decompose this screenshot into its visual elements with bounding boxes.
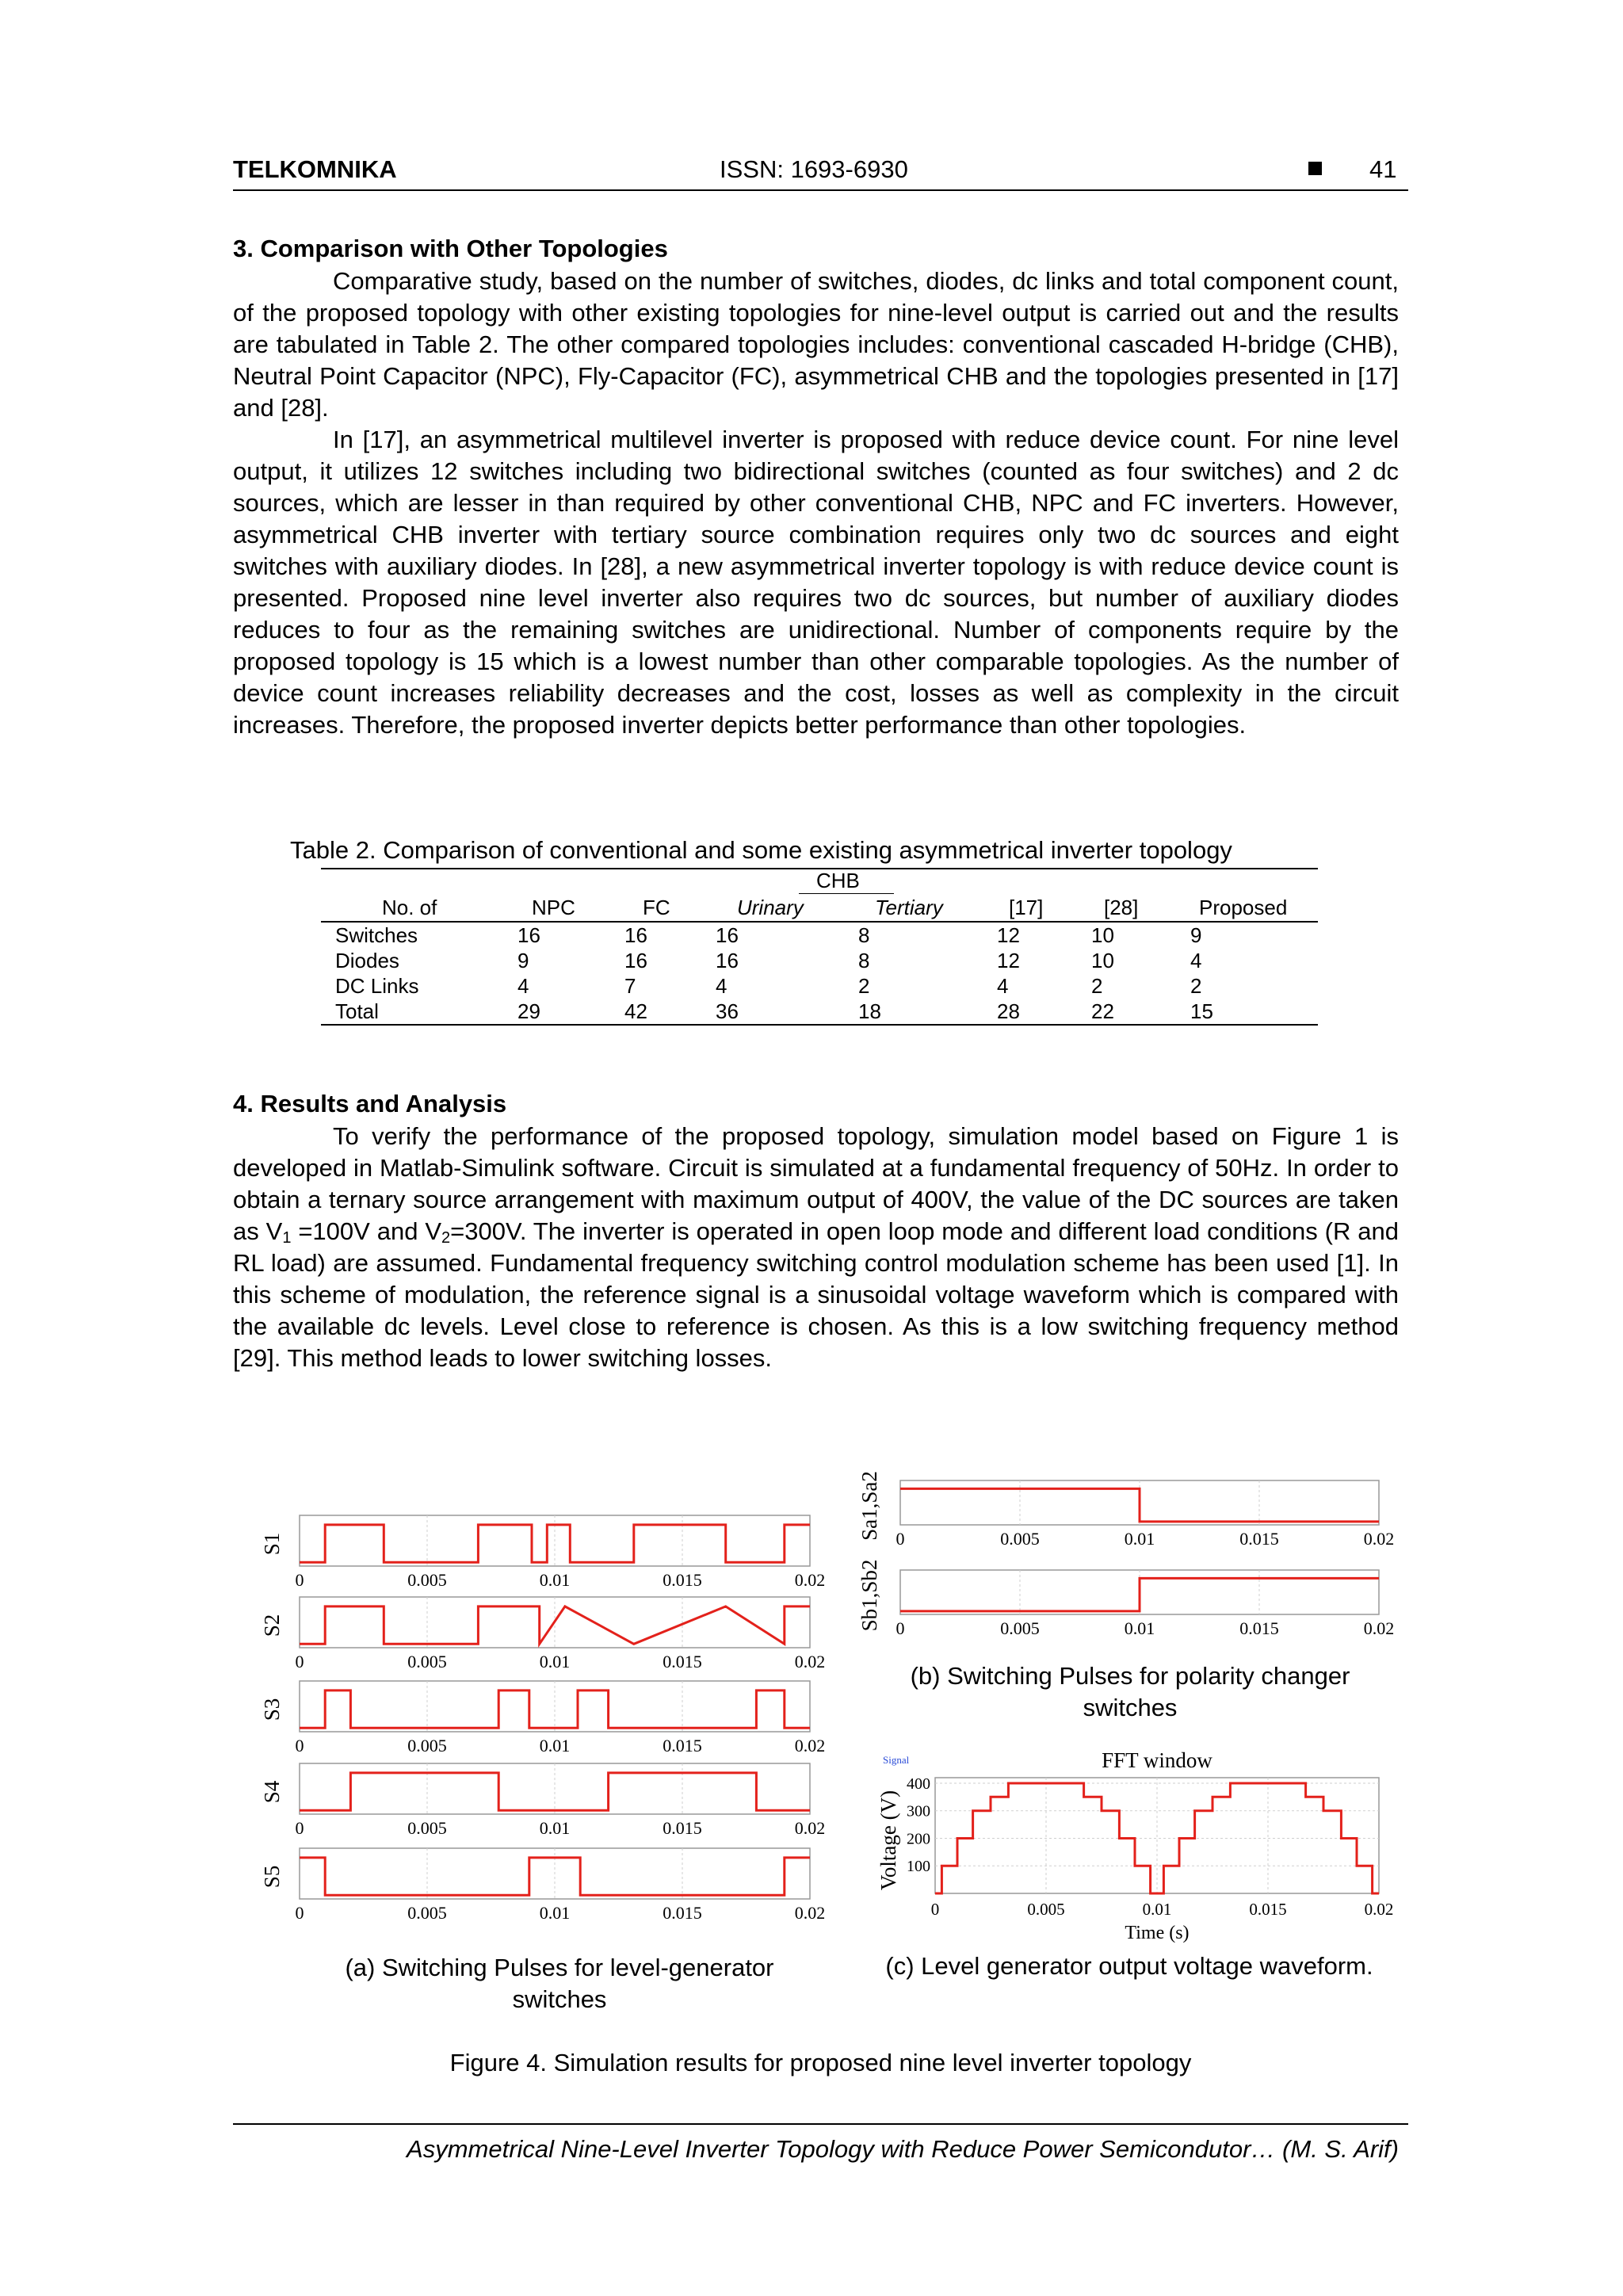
x-tick-label: 0.015	[663, 1903, 702, 1923]
section-4-text-c: =300V. The inverter is operated in open loop mode and different load conditions (R and RL load) are assumed. Fundamental frequency switching control modulation scheme has been used [1]. In this scheme of modulation, the reference signal is a sinusoidal voltage waveform which is compared with the available dc levels. Level close to reference is chosen. As this is a low switching frequency method [29]. This method leads to lower switching losses.	[233, 1217, 1399, 1372]
table-cell: Switches	[335, 923, 418, 947]
chart-title: FFT window	[1102, 1748, 1212, 1772]
footer-citation: Asymmetrical Nine-Level Inverter Topology with Reduce Power Semicondutor… (M. S. Arif)	[407, 2135, 1399, 2163]
x-tick-label: 0.015	[1239, 1529, 1279, 1549]
table-cell: 4	[1190, 949, 1202, 972]
table-col-header: Urinary	[737, 896, 804, 919]
x-tick-label: 0.005	[1000, 1529, 1040, 1549]
figure-4b-caption: (b) Switching Pulses for polarity changer switches	[910, 1662, 1350, 1721]
y-axis-label: Sa1,Sa2	[857, 1471, 881, 1541]
x-tick-label: 0	[295, 1818, 304, 1838]
x-tick-label: 0.005	[407, 1818, 447, 1838]
x-tick-label: 0.02	[794, 1736, 826, 1755]
x-tick-label: 0	[896, 1529, 905, 1549]
table-cell: 7	[624, 974, 636, 998]
table-col-header: [17]	[1009, 896, 1044, 919]
y-tick-label: 100	[907, 1858, 930, 1876]
x-tick-label: 0	[295, 1570, 304, 1590]
x-tick-label: 0.02	[794, 1570, 826, 1590]
table-cell: 42	[624, 999, 647, 1023]
table-cell: 29	[517, 999, 540, 1023]
x-tick-label: 0	[896, 1618, 905, 1638]
section-4-text-a: To verify the performance of the proposed topology, simulation model based on Figure 1 is developed in Matlab-Simulink software. Circuit is simulated at a fundamental frequency of 50Hz. In order to obtain a ternary source arrangement with maximum output of 400V, the value of the DC sources are taken as V	[233, 1122, 1399, 1245]
table-cell: 9	[1190, 923, 1202, 947]
y-axis-label: Sb1,Sb2	[857, 1559, 881, 1632]
table-2-caption: Table 2. Comparison of conventional and some existing asymmetrical inverter topology	[290, 836, 1232, 864]
section-3-paragraph-2: In [17], an asymmetrical multilevel inverter is proposed with reduce device count. For nine level output, it utilizes 12 switches including two bidirectional switches (counted as four switches) and 2 dc sources, which are lesser in than required by other conventional CHB, NPC and FC inverters. However, asymmetrical CHB inverter with tertiary source combination requires only two dc sources and eight switches with auxiliary diodes. In [28], a new asymmetrical inverter topology is with reduce device count is presented. Proposed nine level inverter also requires two dc sources, but number of auxiliary diodes reduces to four as the remaining switches are unidirectional. Number of components require by the proposed topology is 15 which is a lowest number than other comparable topologies. As the number of device count increases reliability decreases and the cost, losses as well as complexity in the circuit increases. Therefore, the proposed inverter depicts better performance than other topologies.	[233, 426, 1399, 739]
y-axis-label: S3	[260, 1698, 284, 1721]
table-cell: 10	[1091, 949, 1114, 972]
table-col-header: FC	[643, 896, 670, 919]
x-tick-label: 0.01	[539, 1570, 571, 1590]
legend-label: Signal	[883, 1754, 910, 1766]
table-cell: 10	[1091, 923, 1114, 947]
table-cell: DC Links	[335, 974, 419, 998]
journal-name: TELKOMNIKA	[233, 155, 397, 183]
x-tick-label: 0.02	[794, 1818, 826, 1838]
x-tick-label: 0.005	[1000, 1618, 1040, 1638]
table-col-header: NPC	[532, 896, 575, 919]
y-axis-label: S2	[260, 1614, 284, 1637]
table-cell: 36	[716, 999, 739, 1023]
subscript-1: 1	[282, 1229, 292, 1247]
x-tick-label: 0.01	[539, 1903, 571, 1923]
table-cell: 12	[997, 949, 1020, 972]
table-cell: 9	[517, 949, 529, 972]
figure-4a-caption: (a) Switching Pulses for level-generator switches	[345, 1954, 774, 2013]
y-axis-label: S4	[260, 1780, 284, 1804]
table-col-header: [28]	[1104, 896, 1139, 919]
table-cell: 2	[858, 974, 870, 998]
x-tick-label: 0.02	[1364, 1900, 1394, 1919]
table-group-header: CHB	[816, 869, 860, 892]
x-tick-label: 0.015	[663, 1818, 702, 1838]
footer-rule	[233, 2123, 1408, 2125]
table-cell: 16	[716, 949, 739, 972]
table-cell: 8	[858, 923, 870, 947]
issn: ISSN: 1693-6930	[720, 155, 908, 183]
page-number: 41	[1369, 155, 1397, 183]
x-tick-label: 0.005	[407, 1903, 447, 1923]
subscript-2: 2	[441, 1229, 451, 1247]
table-cell: 4	[997, 974, 1009, 998]
table-cell: Diodes	[335, 949, 399, 972]
table-cell: 16	[517, 923, 540, 947]
x-tick-label: 0.005	[407, 1652, 447, 1671]
x-tick-label: 0.015	[663, 1652, 702, 1671]
section-3-paragraph-1: Comparative study, based on the number of switches, diodes, dc links and total component count, of the proposed topology with other existing topologies for nine-level output is carried out and the results are tabulated in Table 2. The other compared topologies includes: conventional cascaded H-bridge (CHB), Neutral Point Capacitor (NPC), Fly-Capacitor (FC), asymmetrical CHB and the topologies presented in [17] and [28].	[233, 267, 1399, 422]
table-cell: 4	[716, 974, 727, 998]
x-tick-label: 0.015	[663, 1570, 702, 1590]
x-tick-label: 0.005	[407, 1736, 447, 1755]
table-cell: 16	[624, 923, 647, 947]
table-cell: 28	[997, 999, 1020, 1023]
x-tick-label: 0	[295, 1903, 304, 1923]
table-cell: 22	[1091, 999, 1114, 1023]
y-tick-label: 300	[907, 1802, 930, 1820]
x-tick-label: 0.01	[539, 1736, 571, 1755]
table-cell: 4	[517, 974, 529, 998]
x-tick-label: 0	[930, 1900, 940, 1919]
table-cell: 2	[1190, 974, 1202, 998]
section-4-text-b: =100V and V	[291, 1217, 442, 1245]
y-tick-label: 200	[907, 1830, 930, 1848]
x-tick-label: 0	[295, 1736, 304, 1755]
table-cell: 18	[858, 999, 881, 1023]
y-tick-label: 400	[907, 1775, 930, 1793]
table-cell: 8	[858, 949, 870, 972]
table-cell: 12	[997, 923, 1020, 947]
x-axis-label: Time (s)	[1125, 1923, 1190, 1943]
table-cell: 2	[1091, 974, 1103, 998]
x-tick-label: 0.005	[1027, 1900, 1065, 1919]
x-tick-label: 0.02	[794, 1652, 826, 1671]
x-tick-label: 0.015	[1249, 1900, 1287, 1919]
x-tick-label: 0.01	[539, 1818, 571, 1838]
y-axis-label: Voltage (V)	[876, 1790, 900, 1891]
section-4-title: 4. Results and Analysis	[233, 1090, 507, 1117]
x-tick-label: 0	[295, 1652, 304, 1671]
x-tick-label: 0.01	[1124, 1529, 1155, 1549]
table-cell: 16	[716, 923, 739, 947]
table-col-header: No. of	[382, 896, 437, 919]
x-tick-label: 0.02	[1363, 1529, 1395, 1549]
x-tick-label: 0.01	[539, 1652, 571, 1671]
table-col-header: Tertiary	[875, 896, 943, 919]
x-tick-label: 0.015	[1239, 1618, 1279, 1638]
x-tick-label: 0.015	[663, 1736, 702, 1755]
table-cell: 16	[624, 949, 647, 972]
x-tick-label: 0.01	[1124, 1618, 1155, 1638]
x-tick-label: 0.01	[1142, 1900, 1172, 1919]
figure-4-caption: Figure 4. Simulation results for proposed nine level inverter topology	[449, 2049, 1192, 2076]
x-tick-label: 0.02	[1363, 1618, 1395, 1638]
table-col-header: Proposed	[1199, 896, 1288, 919]
y-axis-label: S5	[260, 1865, 284, 1889]
table-cell: Total	[335, 999, 379, 1023]
x-tick-label: 0.005	[407, 1570, 447, 1590]
y-axis-label: S1	[260, 1532, 284, 1556]
x-tick-label: 0.02	[794, 1903, 826, 1923]
section-3-title: 3. Comparison with Other Topologies	[233, 235, 668, 262]
table-cell: 15	[1190, 999, 1213, 1023]
figure-4c-caption: (c) Level generator output voltage waveform.	[885, 1952, 1373, 1980]
